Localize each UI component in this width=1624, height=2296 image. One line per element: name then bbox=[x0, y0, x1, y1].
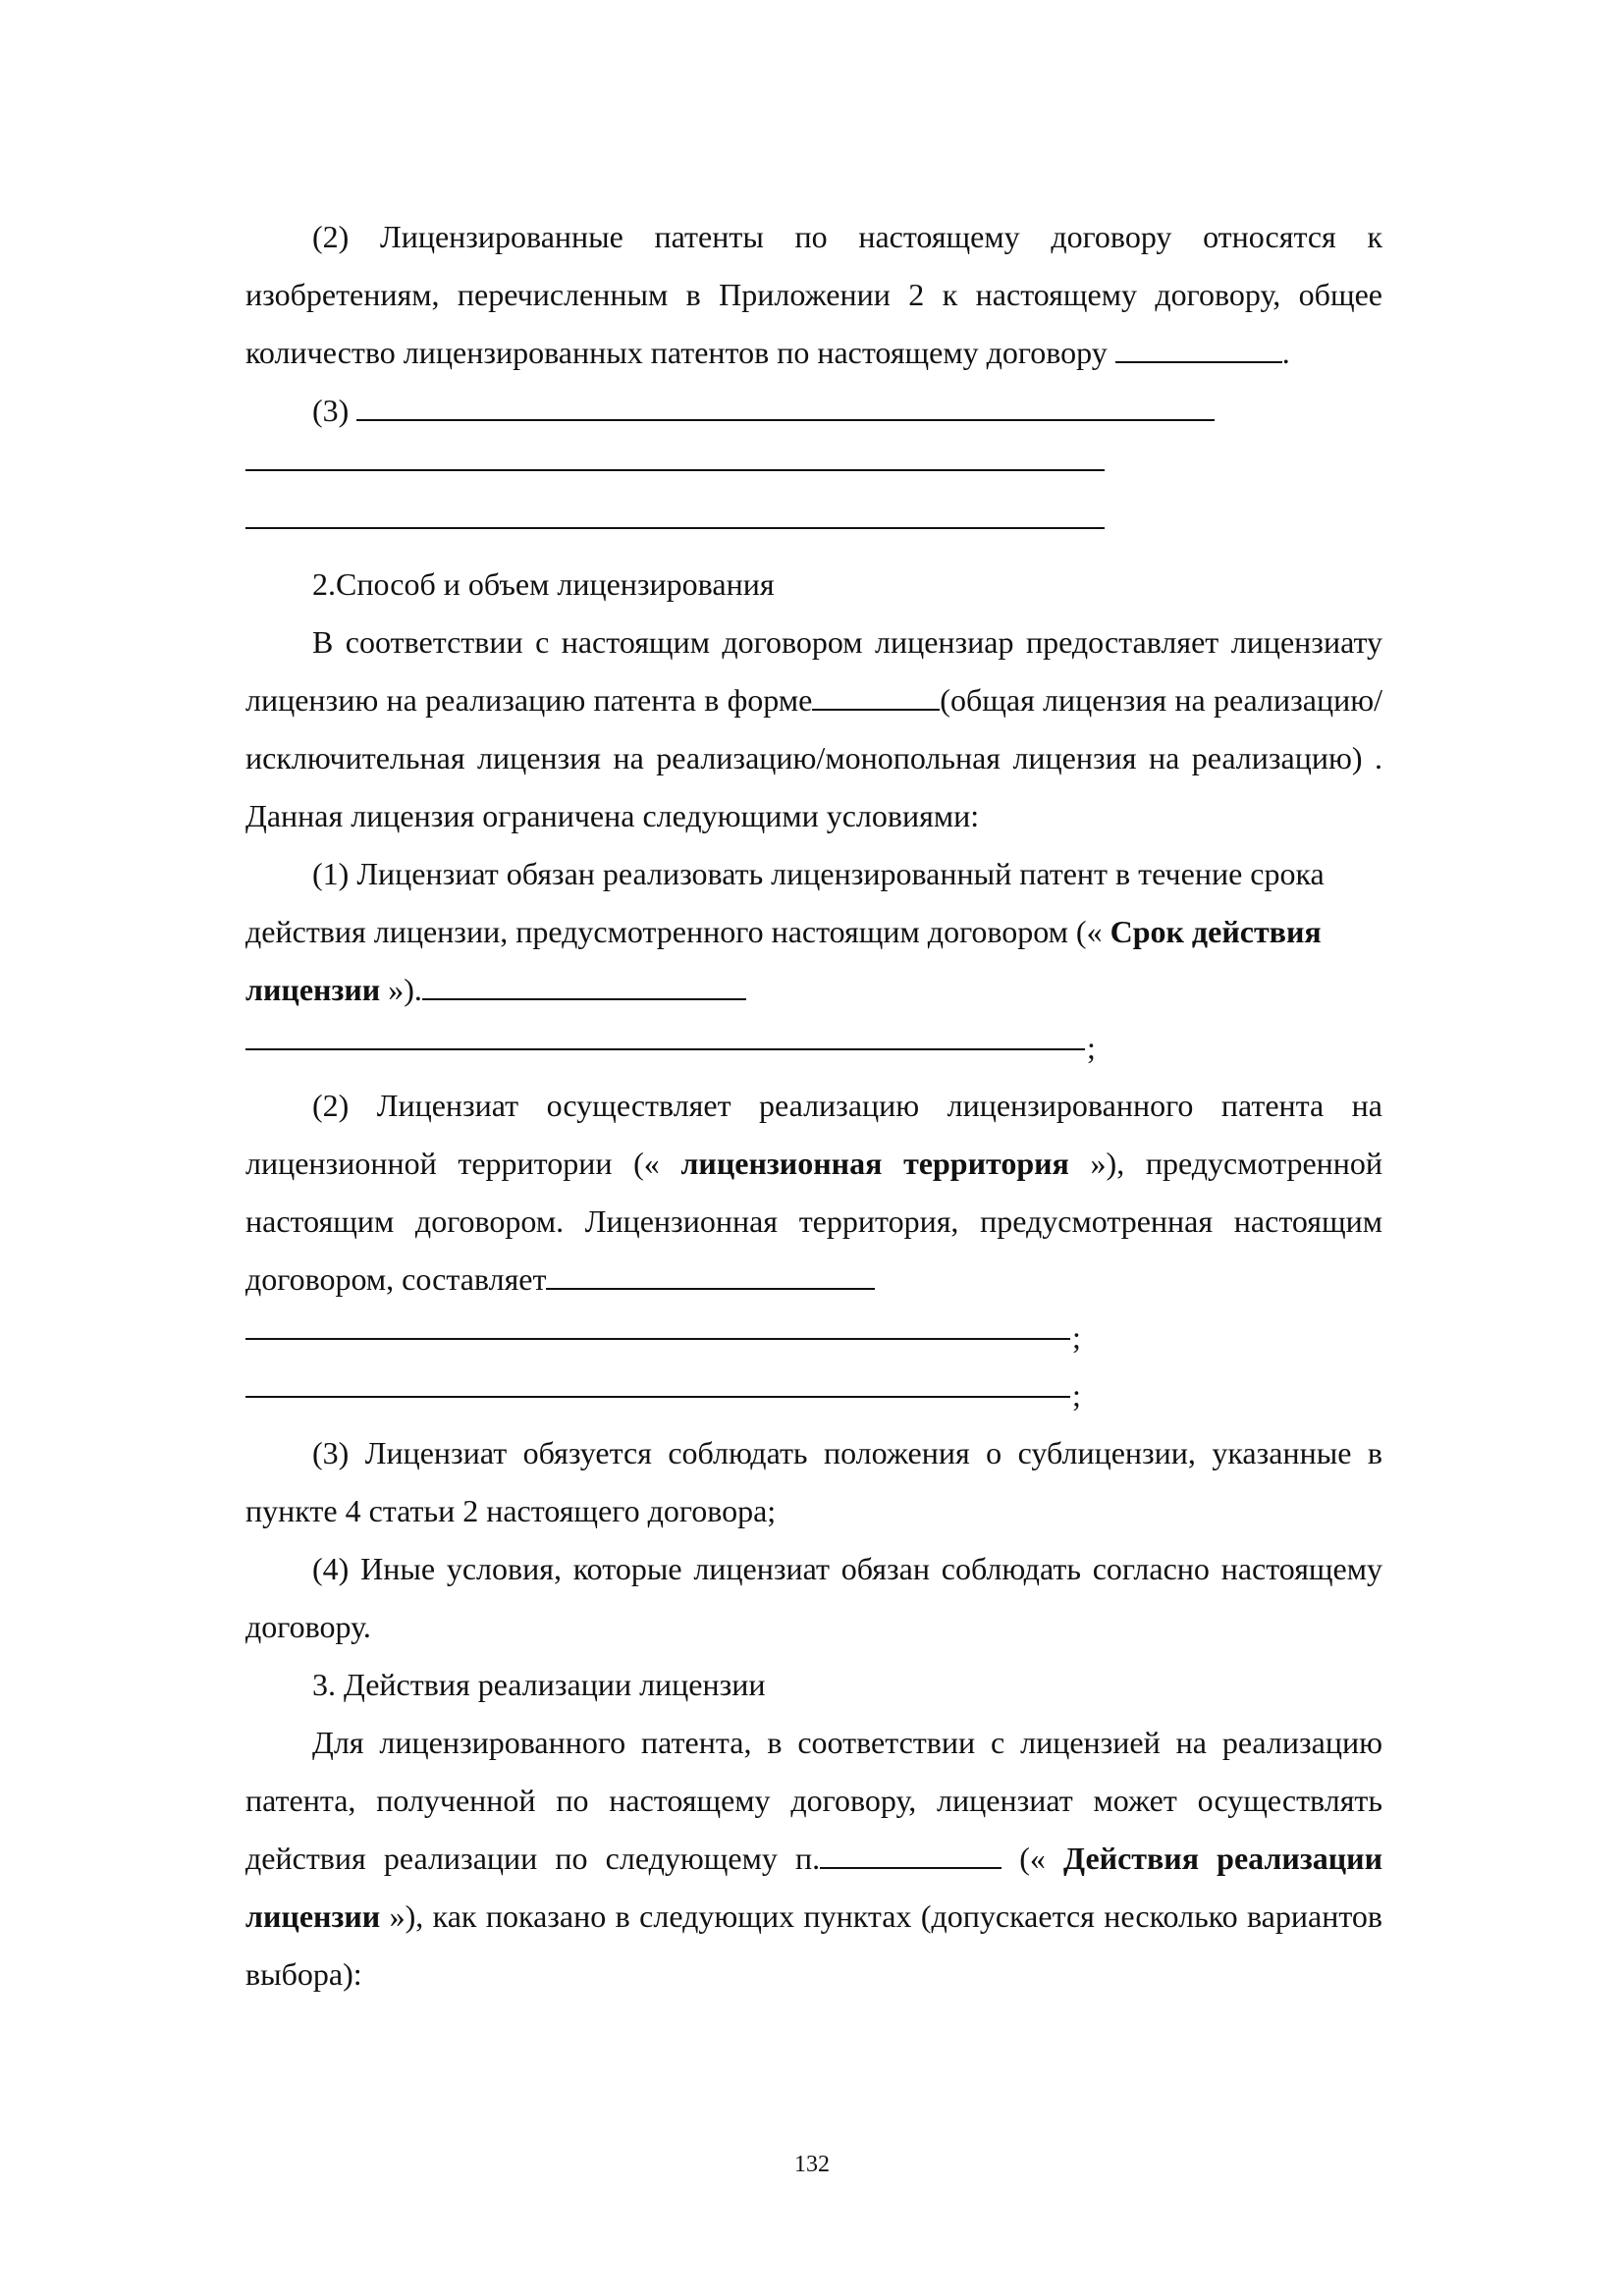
section-2-intro-text-b: (общая лицензия на реализацию/исключительная лицензия на реализацию/монопольная лицензия на реализацию) . Данная лицензия ограничена следующими условиями: bbox=[245, 682, 1383, 833]
section-3-bold-term: Действия реализации лицензии bbox=[245, 1841, 1382, 1934]
blank-license-term-2-row bbox=[245, 1019, 1382, 1077]
semicolon-2: ; bbox=[1072, 1319, 1081, 1355]
paragraph-licensed-patents-text: (2) Лицензированные патенты по настоящему договору относятся к изобретениям, перечисленным в Приложении 2 к настоящему договору, общее количество лицензированных патентов по настоящему договору bbox=[245, 219, 1382, 370]
item-3-label: (3) bbox=[312, 393, 357, 428]
section-2-item-2 bbox=[245, 1077, 1382, 1308]
semicolon-3: ; bbox=[1072, 1377, 1081, 1413]
blank-territory-2[interactable] bbox=[245, 1338, 1070, 1340]
section-2-heading: 2.Способ и объем лицензирования bbox=[312, 566, 775, 602]
blank-license-term-1[interactable] bbox=[422, 969, 746, 1000]
blank-item-3-line-2[interactable] bbox=[245, 469, 1105, 471]
blank-implementation-actions[interactable] bbox=[820, 1838, 1001, 1869]
section-2-item-3: (3) Лицензиат обязуется соблюдать положения о сублицензии, указанные в пункте 4 статьи 2 настоящего договора; bbox=[245, 1435, 1382, 1528]
section-3-text-b: (« bbox=[1001, 1841, 1064, 1876]
blank-territory-2-row bbox=[245, 1308, 1382, 1366]
section-3-heading: 3. Действия реализации лицензии bbox=[312, 1667, 766, 1702]
paragraph-item-3 bbox=[245, 382, 1382, 440]
blank-territory-1[interactable] bbox=[546, 1258, 875, 1290]
page-number: 132 bbox=[794, 2152, 830, 2177]
document-body bbox=[245, 208, 1382, 2003]
section-3-text-c: »), как показано в следующих пунктах (допускается несколько вариантов выбора): bbox=[245, 1898, 1382, 1992]
section-3-text-a: Для лицензированного патента, в соответствии с лицензией на реализацию патента, полученной по настоящему договору, лицензиат может осуществлять действия реализации по следующему п. bbox=[245, 1725, 1382, 1876]
blank-patent-count[interactable] bbox=[1115, 332, 1282, 363]
blank-license-form[interactable] bbox=[812, 679, 940, 711]
section-2-intro-text-a: В соответствии с настоящим договором лицензиар предоставляет лицензиату лицензию на реализацию патента в форме bbox=[245, 624, 1382, 718]
section-2-intro bbox=[245, 614, 1382, 845]
semicolon-1: ; bbox=[1087, 1030, 1096, 1065]
paragraph-licensed-patents-end: . bbox=[1281, 335, 1290, 370]
item-2-text-a: (2) Лицензиат осуществляет реализацию лицензированного патента на лицензионной территории (« bbox=[245, 1088, 1382, 1181]
blank-territory-3[interactable] bbox=[245, 1396, 1070, 1398]
blank-item-3-line-3[interactable] bbox=[245, 527, 1105, 529]
section-3-text bbox=[245, 1714, 1382, 2003]
blank-item-3-line-3-row bbox=[245, 498, 1382, 556]
paragraph-licensed-patents bbox=[245, 208, 1382, 382]
item-1-text-b: »). bbox=[380, 972, 422, 1007]
blank-item-3-line-1[interactable] bbox=[356, 390, 1215, 421]
item-1-bold-term: Срок действия лицензии bbox=[245, 914, 1322, 1007]
blank-territory-3-row bbox=[245, 1366, 1382, 1424]
item-2-text-b: »), предусмотренной настоящим договором. Лицензионная территория, предусмотренная настоящим договором, составляет bbox=[245, 1146, 1383, 1297]
blank-license-term-2[interactable] bbox=[245, 1048, 1085, 1050]
section-2-item-1 bbox=[245, 845, 1382, 1019]
blank-item-3-line-2-row bbox=[245, 440, 1382, 498]
item-2-bold-term: лицензионная территория bbox=[680, 1146, 1069, 1181]
section-2-item-4: (4) Иные условия, которые лицензиат обязан соблюдать согласно настоящему договору. bbox=[245, 1551, 1382, 1644]
item-1-text-a: (1) Лицензиат обязан реализовать лицензированный патент в течение срока действия лицензии, предусмотренного настоящим договором (« bbox=[245, 856, 1325, 949]
